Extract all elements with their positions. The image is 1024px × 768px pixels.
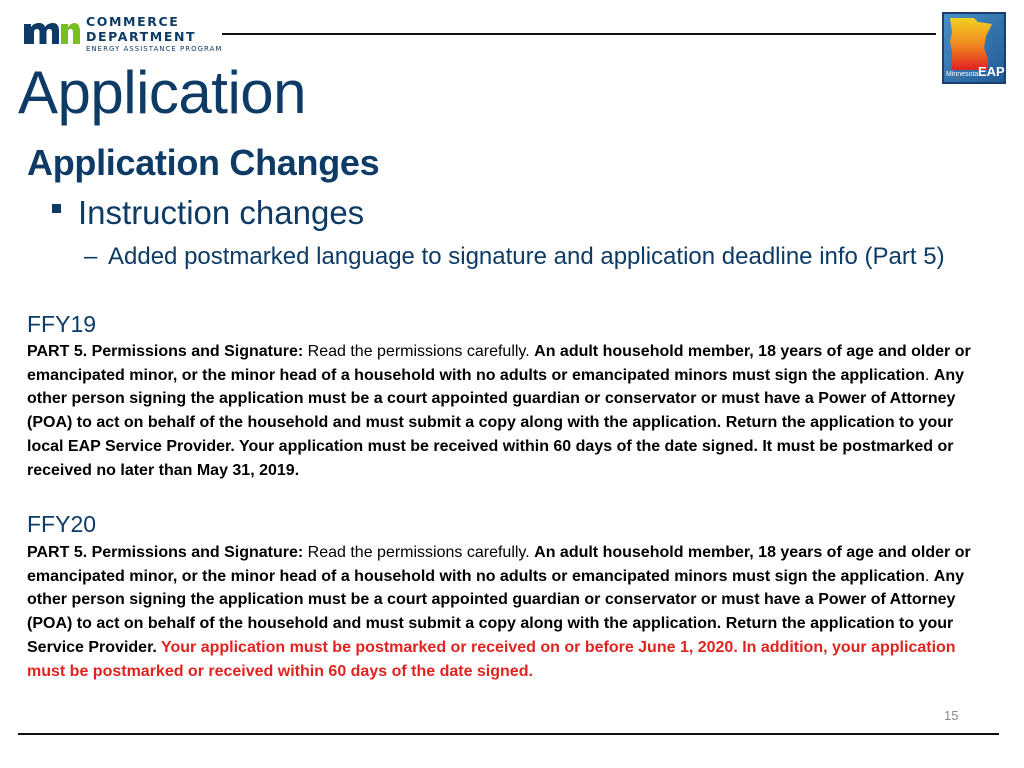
ffy19-lead-bold: PART 5. Permissions and Signature: [27,343,304,360]
mn-logo-icon [24,18,80,46]
commerce-department-logo [24,14,224,54]
logo-line-department: DEPARTMENT [86,28,197,44]
ffy20-lead-normal: Read the permissions carefully. [303,544,535,561]
footer-rule [18,733,999,735]
ffy20-red-text: Your application must be postmarked or received on or before June 1, 2020. In addition, your application must be postmarked or received within 60 days of the date signed. [27,638,956,680]
ffy20-label: FFY20 [27,511,97,537]
bullet-text: Instruction changes [78,194,365,231]
logo-line-commerce: COMMERCE [86,14,180,29]
slide-subtitle: Application Changes [27,142,380,183]
page-number: 15 [944,708,959,723]
eap-logo-eap-text: EAP [978,64,1005,79]
minnesota-eap-logo [942,12,1006,84]
square-bullet-icon [52,204,61,213]
ffy19-label: FFY19 [27,311,97,337]
ffy20-mid-normal: . [924,567,934,585]
ffy20-lead-bold: PART 5. Permissions and Signature: [27,544,304,561]
ffy19-mid-normal: . [924,366,934,384]
logo-line-program: ENERGY ASSISTANCE PROGRAM [86,45,223,53]
ffy19-lead-normal: Read the permissions carefully. [303,343,535,360]
ffy20-paragraph [27,541,987,683]
dash-bullet-icon: – [84,243,98,270]
eap-logo-minnesota-text: Minnesota [946,71,979,78]
ffy19-bold-a: An adult household member, 18 years of age and older or emancipated minor, or the minor head of a household with no adults or emancipated minors must sign the application [27,343,971,384]
slide-title: Application [18,59,307,126]
ffy20-bold-a: An adult household member, 18 years of age and older or emancipated minor, or the minor head of a household with no adults or emancipated minors must sign the application [27,544,971,585]
ffy20-bold-b: Any other person signing the application must be a court appointed guardian or conservator or must have a Power of Attorney (POA) to act on behalf of the household and must submit a copy along with the application. Return the application to your Service Provider. [27,567,965,656]
sub-bullet-text: Added postmarked language to signature and application deadline info (Part 5) [108,243,945,270]
ffy19-paragraph [27,340,987,482]
ffy19-bold-b: Any other person signing the application must be a court appointed guardian or conservator or must have a Power of Attorney (POA) to act on behalf of the household and must submit a copy along with the application. Return the application to your local EAP Service Provider. Your application must be received within 60 days of the date signed. It must be postmarked or received no later than May 31, 2019. [27,366,965,479]
header-rule [222,33,936,35]
